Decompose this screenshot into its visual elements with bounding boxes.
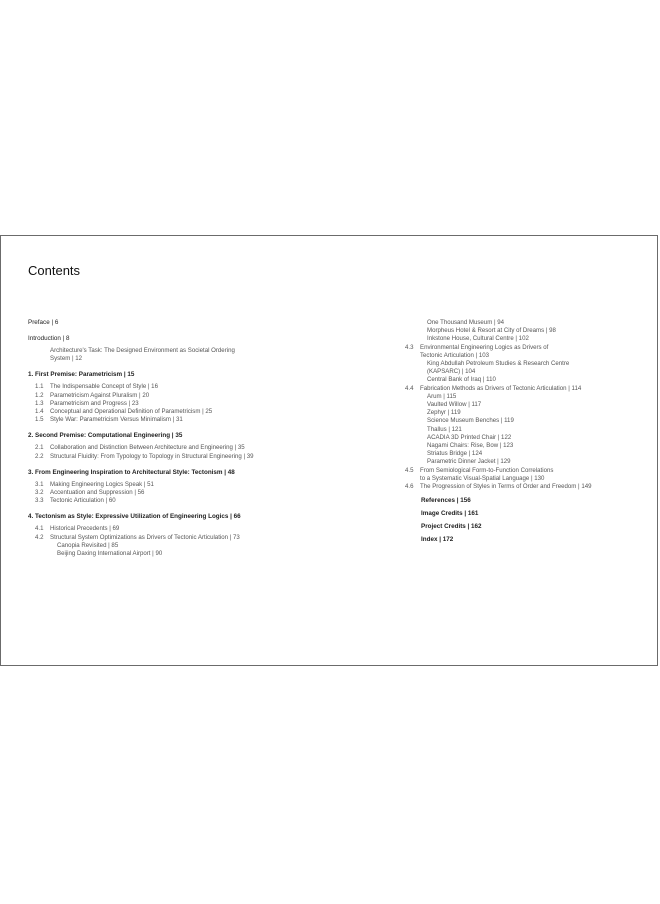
- toc-item: 1.2 Parametricism Against Pluralism | 20: [35, 391, 150, 399]
- book-spread: [0, 235, 658, 666]
- toc-item: 4.4 Fabrication Methods as Drivers of Tectonic Articulation | 114: [405, 384, 582, 392]
- toc-references: References | 156: [421, 497, 471, 505]
- toc-subitem: Thallus | 121: [427, 425, 462, 433]
- toc-subitem: Morpheus Hotel & Resort at City of Dreams | 98: [427, 327, 556, 335]
- toc-item: 1.5 Style War: Parametricism Versus Minimalism | 31: [35, 416, 183, 424]
- toc-subitem: Inkstone House, Cultural Centre | 102: [427, 335, 529, 343]
- toc-subitem: (KAPSARC) | 104: [427, 368, 476, 376]
- toc-intro-sub: System | 12: [50, 355, 83, 363]
- toc-right-column: [403, 319, 653, 546]
- toc-introduction: Introduction | 8: [28, 335, 70, 342]
- toc-subitem: Canopia Revisited | 85: [57, 541, 119, 549]
- toc-item: to a Systematic Visual-Spatial Language | 130: [420, 474, 545, 482]
- toc-item: 4.5 From Semiological Form-to-Function Correlations: [405, 466, 554, 474]
- toc-subitem: Arum | 115: [427, 392, 457, 400]
- toc-project-credits: Project Credits | 162: [421, 522, 482, 530]
- toc-subitem: Beijing Daxing International Airport | 90: [57, 550, 163, 558]
- toc-item: 2.1 Collaboration and Distinction Between Architecture and Engineering | 35: [35, 444, 245, 452]
- toc-item: 1.3 Parametricism and Progress | 23: [35, 399, 139, 407]
- toc-item: 1.1 The Indispensable Concept of Style | 16: [35, 383, 158, 391]
- toc-subitem: One Thousand Museum | 94: [427, 319, 505, 326]
- toc-subitem: Parametric Dinner Jacket | 129: [427, 458, 511, 466]
- toc-subitem: Zephyr | 119: [427, 409, 461, 417]
- toc-item: 4.6 The Progression of Styles in Terms of Order and Freedom | 149: [405, 483, 592, 491]
- toc-chapter-2: 2. Second Premise: Computational Engineering | 35: [28, 432, 183, 440]
- toc-subitem: Vaulted Willow | 117: [427, 401, 482, 409]
- toc-subitem: Central Bank of Iraq | 110: [427, 376, 496, 384]
- toc-item: 4.3 Environmental Engineering Logics as Drivers of: [405, 343, 549, 351]
- toc-chapter-1: 1. First Premise: Parametricism | 15: [28, 371, 135, 379]
- toc-intro-sub: Architecture's Task: The Designed Environment as Societal Ordering: [50, 347, 235, 354]
- toc-item: 3.1 Making Engineering Logics Speak | 51: [35, 480, 154, 488]
- toc-subitem: Nagami Chairs: Rise, Bow | 123: [427, 442, 514, 450]
- toc-left-column: [28, 319, 358, 558]
- toc-item: 3.2 Accentuation and Suppression | 56: [35, 489, 145, 497]
- toc-item: Tectonic Articulation | 103: [420, 351, 489, 359]
- toc-subitem: Striatus Bridge | 124: [427, 450, 483, 458]
- toc-preface: Preface | 6: [28, 319, 59, 326]
- toc-index: Index | 172: [421, 535, 454, 543]
- toc-subitem: King Abdullah Petroleum Studies & Research Centre: [427, 360, 570, 368]
- toc-item: 3.3 Tectonic Articulation | 60: [35, 497, 116, 505]
- toc-item: 2.2 Structural Fluidity: From Typology to Topology in Structural Engineering | 39: [35, 452, 254, 460]
- toc-item: 4.1 Historical Precedents | 69: [35, 525, 120, 533]
- page-title: Contents: [28, 263, 81, 278]
- toc-item: 1.4 Conceptual and Operational Definition of Parametricism | 25: [35, 408, 213, 416]
- toc-item: 4.2 Structural System Optimizations as Drivers of Tectonic Articulation | 73: [35, 533, 240, 541]
- toc-chapter-3: 3. From Engineering Inspiration to Architectural Style: Tectonism | 48: [28, 468, 235, 476]
- toc-subitem: ACADIA 3D Printed Chair | 122: [427, 433, 512, 441]
- toc-image-credits: Image Credits | 161: [421, 510, 479, 518]
- toc-subitem: Science Museum Benches | 119: [427, 417, 514, 425]
- toc-chapter-4: 4. Tectonism as Style: Expressive Utilization of Engineering Logics | 66: [28, 513, 241, 521]
